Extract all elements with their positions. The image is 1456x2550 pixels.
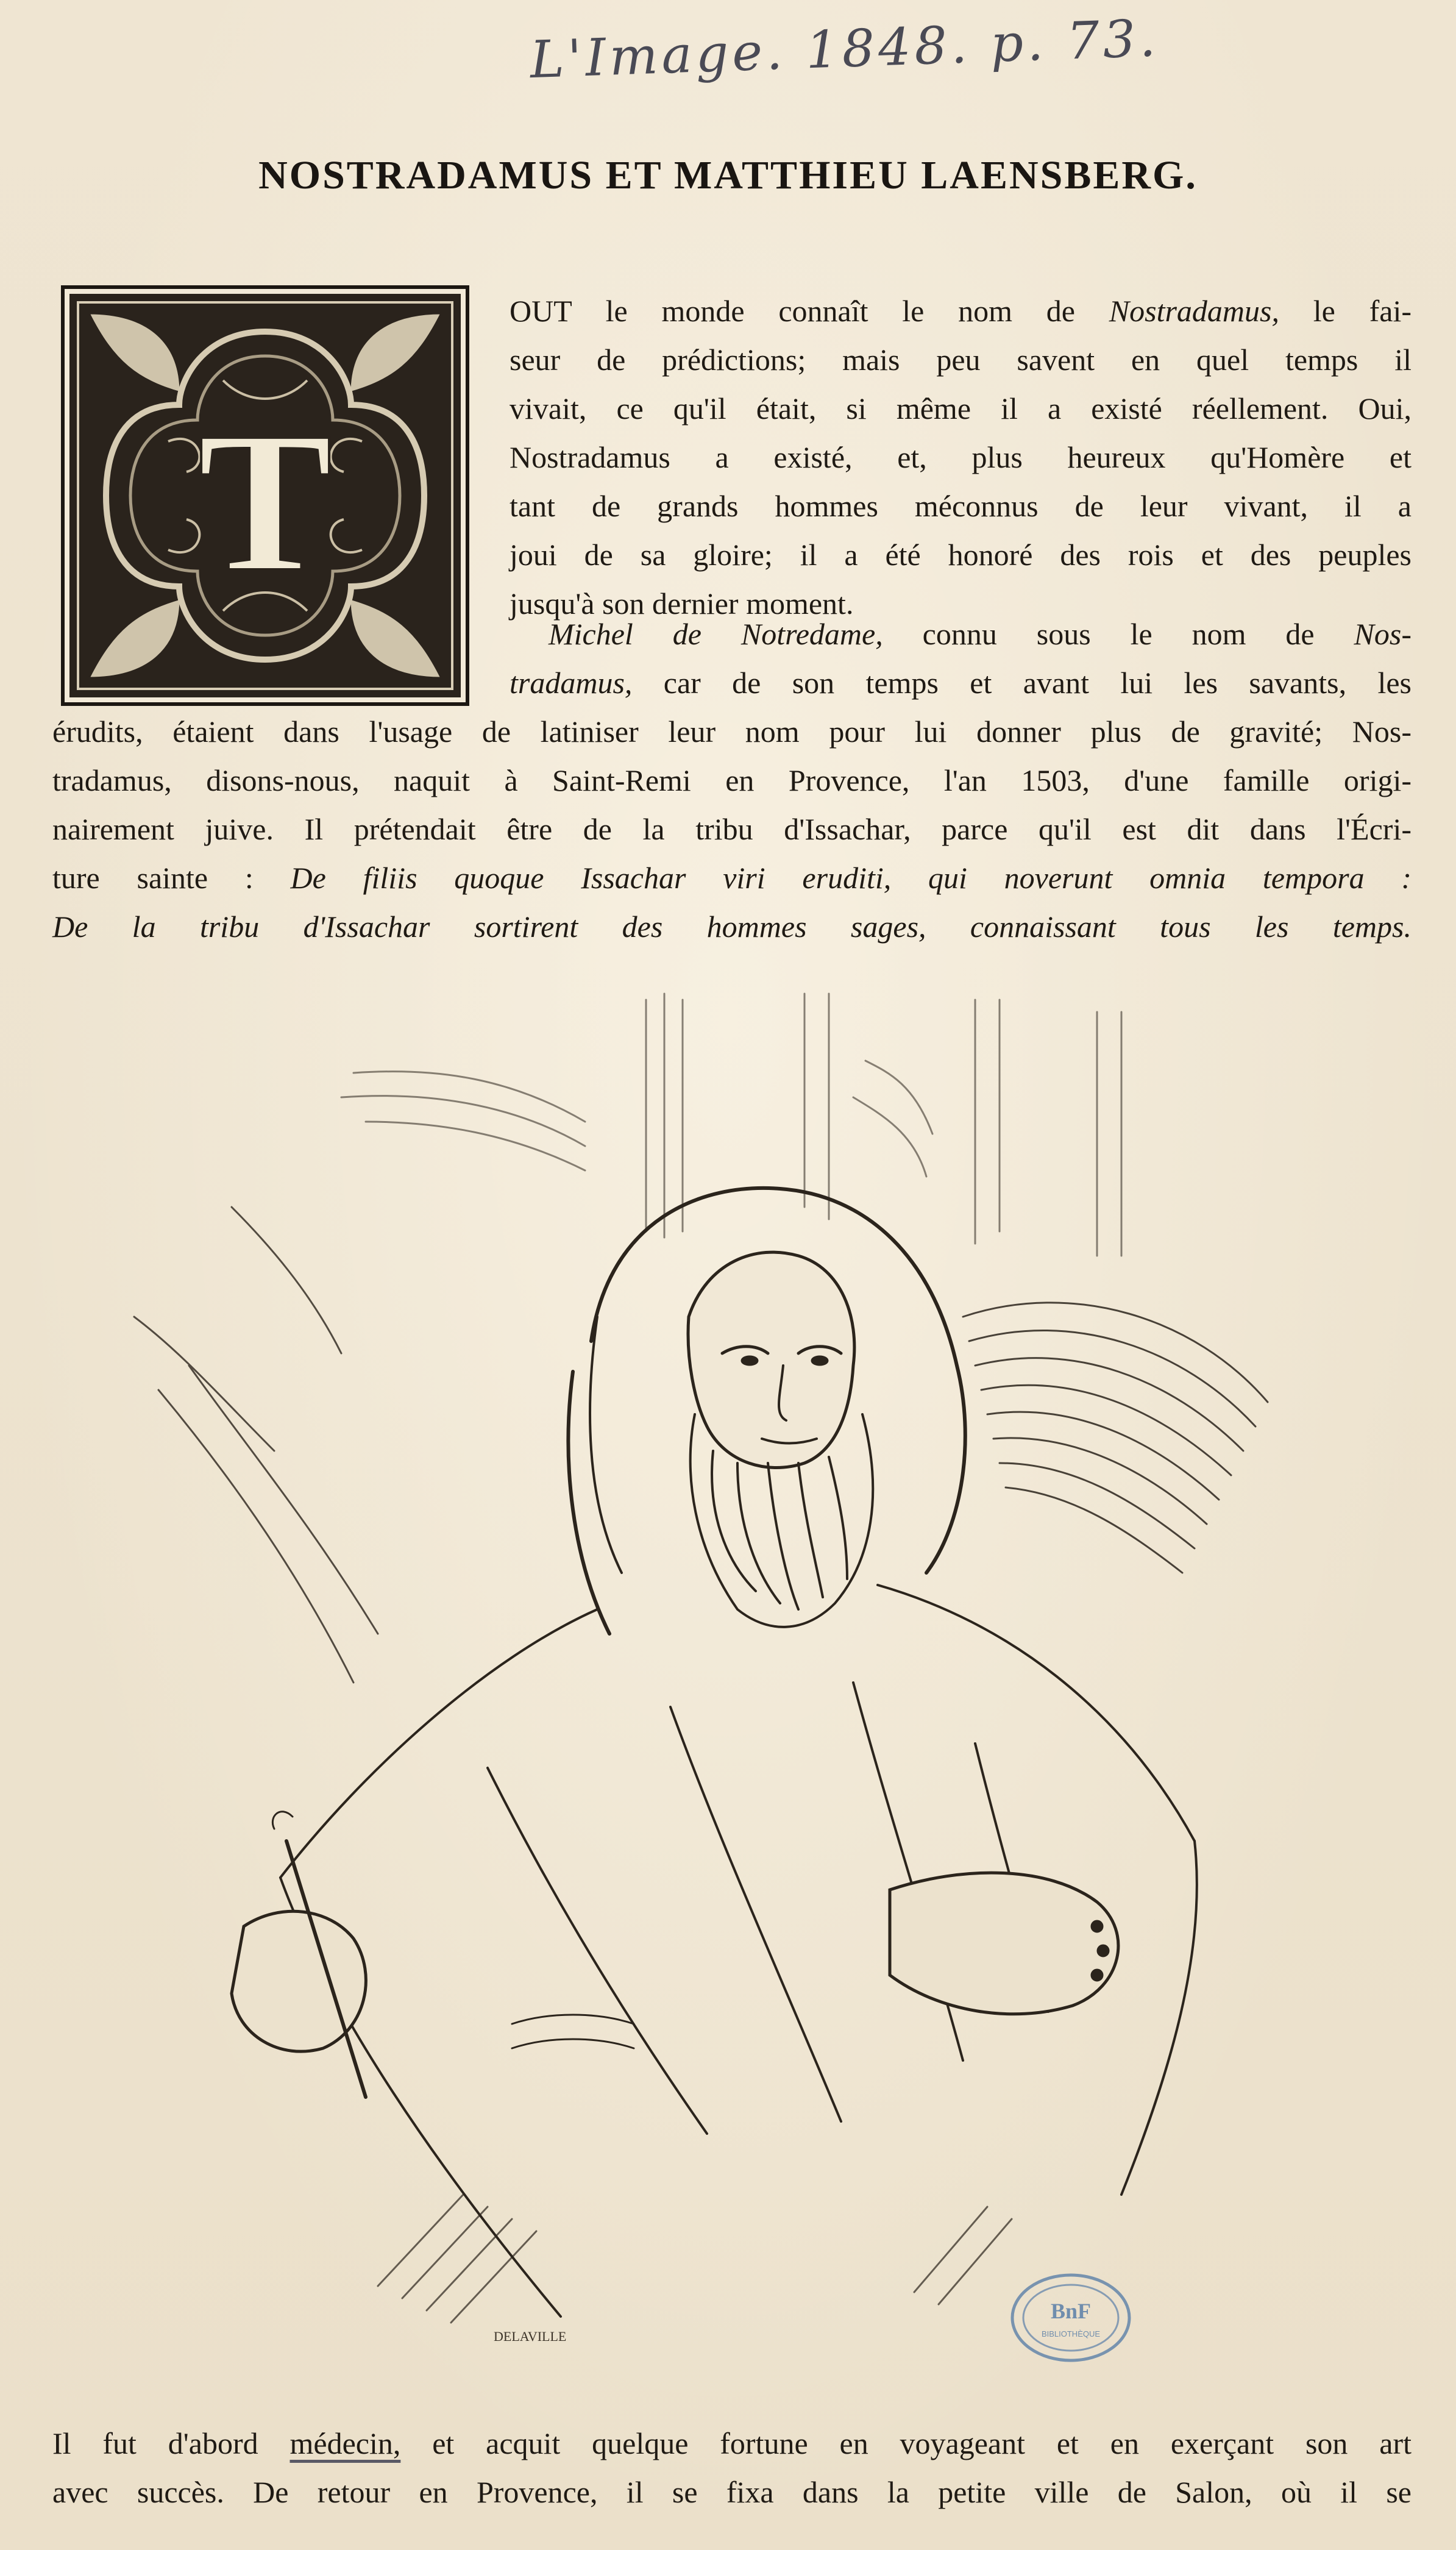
dropcap-ornament-icon bbox=[65, 289, 466, 702]
text-line: tradamus, car de son temps et avant lui les savants, les bbox=[510, 666, 1412, 700]
text-line: Il fut d'abord médecin, et acquit quelque fortune en voyageant et en exerçant son art bbox=[52, 2426, 1412, 2460]
engraver-signature: DELAVILLE bbox=[494, 2329, 567, 2344]
engraving-portrait-nostradamus bbox=[122, 975, 1341, 2377]
text-line: De la tribu d'Issachar sortirent des hommes sages, connaissant tous les temps. bbox=[52, 910, 1412, 944]
paragraph-intro bbox=[510, 287, 1412, 628]
library-stamp-icon bbox=[1009, 2271, 1134, 2365]
text-line: érudits, étaient dans l'usage de latiniser leur nom pour lui donner plus de gravité; Nos- bbox=[52, 714, 1412, 749]
text-line: Nostradamus a existé, et, plus heureux qu'Homère et bbox=[510, 440, 1412, 474]
text-line: Michel de Notredame, connu sous le nom de Nos- bbox=[549, 617, 1412, 651]
article-title: NOSTRADAMUS ET MATTHIEU LAENSBERG. bbox=[258, 153, 1198, 198]
text-line: seur de prédictions; mais peu savent en quel temps il bbox=[510, 343, 1412, 377]
text-line: tant de grands hommes méconnus de leur vivant, il a bbox=[510, 489, 1412, 523]
stamp-subtext: BIBLIOTHÈQUE bbox=[1041, 2329, 1101, 2338]
text-line: OUT le monde connaît le nom de Nostradamus, le fai- bbox=[510, 294, 1412, 328]
text-line: vivait, ce qu'il était, si même il a existé réellement. Oui, bbox=[510, 391, 1412, 426]
ornamental-dropcap bbox=[61, 285, 469, 706]
text-line: joui de sa gloire; il a été honoré des rois et des peuples bbox=[510, 538, 1412, 572]
dropcap-letter: T bbox=[197, 391, 333, 613]
stamp-text: BnF bbox=[1050, 2299, 1092, 2323]
paragraph-medecin bbox=[52, 2419, 1412, 2516]
text-line: tradamus, disons-nous, naquit à Saint-Remi en Provence, l'an 1503, d'une famille origi- bbox=[52, 763, 1412, 797]
handwritten-note: L'Image. 1848. p. 73. bbox=[529, 8, 1160, 90]
text-line: ture sainte : De filiis quoque Issachar viri eruditi, qui noverunt omnia tempora : bbox=[52, 861, 1412, 895]
text-line-last: jusqu'à son dernier moment. bbox=[510, 586, 854, 621]
text-line: nairement juive. Il prétendait être de la tribu d'Issachar, parce qu'il est dit dans l'Écri- bbox=[52, 812, 1412, 846]
text-line: avec succès. De retour en Provence, il se fixa dans la petite ville de Salon, où il se bbox=[52, 2475, 1412, 2509]
